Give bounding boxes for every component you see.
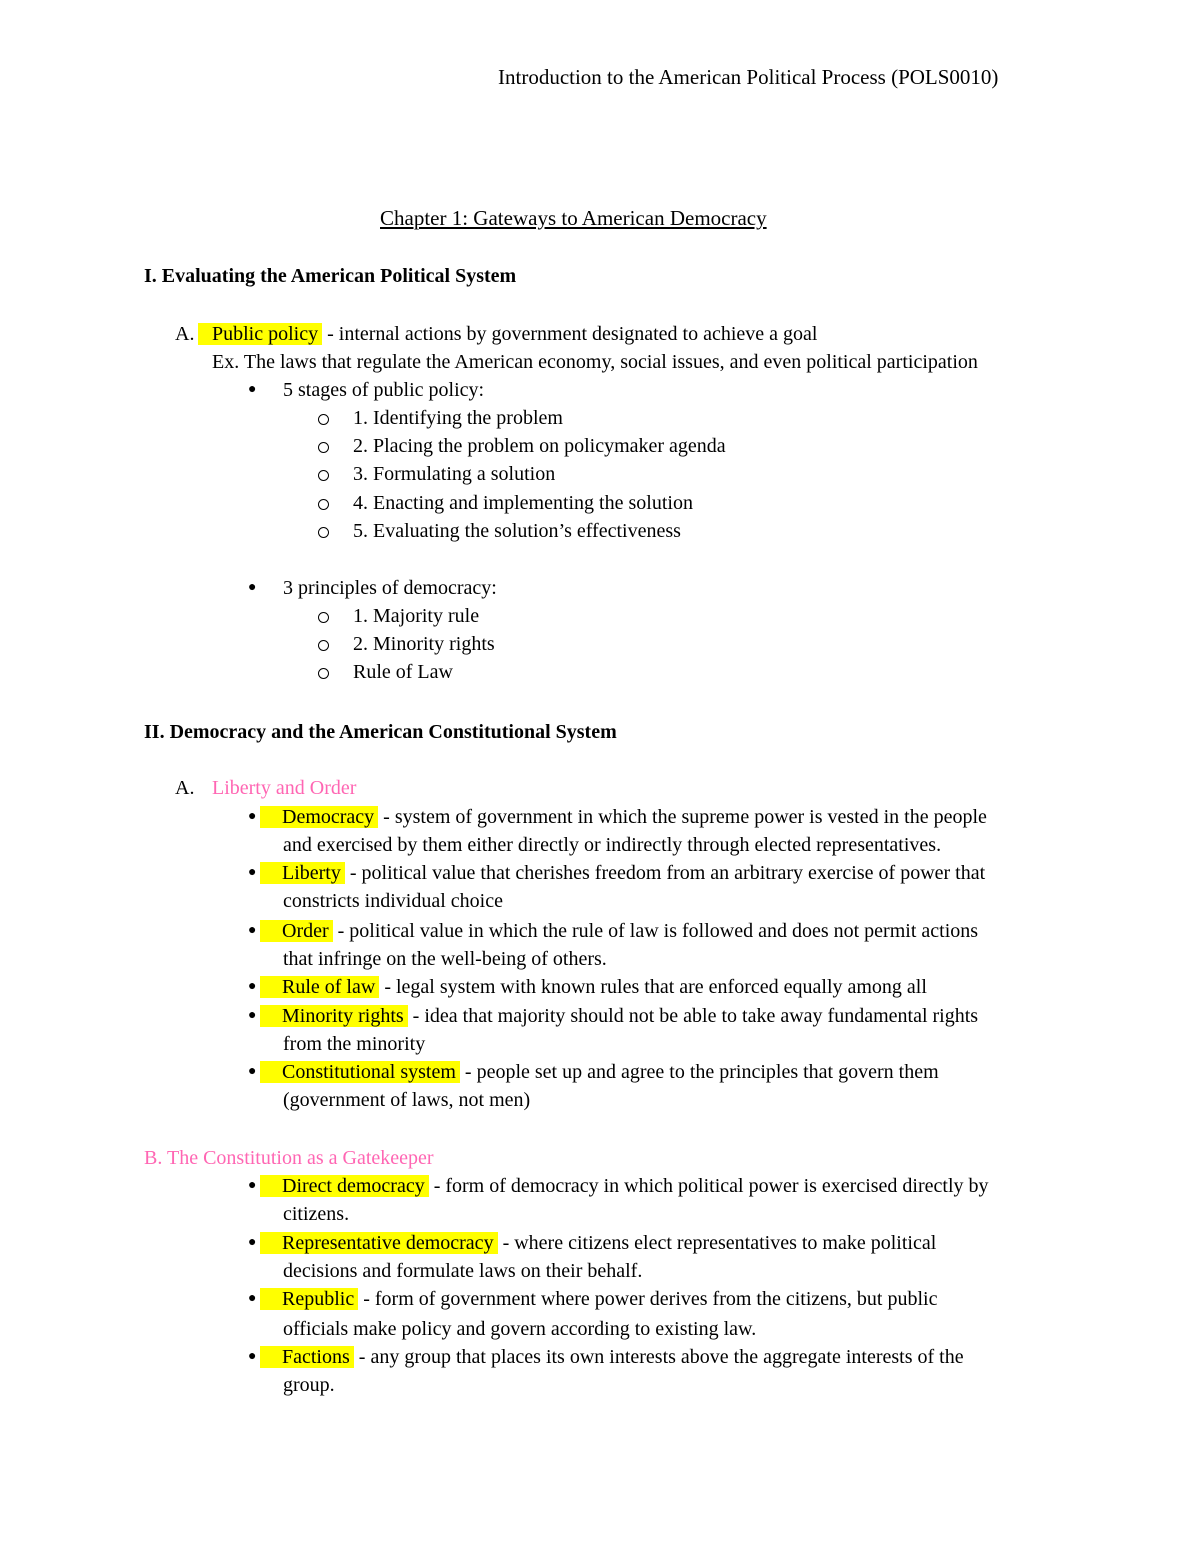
definition-continuation: from the minority <box>283 1033 426 1055</box>
term-definition: - political value in which the rule of law is followed and does not permit actions <box>332 920 979 942</box>
definition-line <box>260 1058 939 1086</box>
definition-line <box>260 1229 936 1257</box>
definition-line <box>260 859 985 887</box>
principles-title: 3 principles of democracy: <box>283 577 497 599</box>
circle-bullet-icon <box>318 499 329 510</box>
term-definition: - form of democracy in which political power is exercised directly by <box>428 1175 989 1197</box>
bullet-icon: ● <box>248 809 257 824</box>
circle-bullet-icon <box>318 527 329 538</box>
term-highlight: Order <box>260 920 333 942</box>
definition-continuation: (government of laws, not men) <box>283 1089 531 1111</box>
page-title: Chapter 1: Gateways to American Democracy <box>380 206 767 230</box>
definition-line <box>260 973 927 1001</box>
stage-item: 2. Placing the problem on policymaker agenda <box>353 435 726 457</box>
definition-continuation: constricts individual choice <box>283 890 503 912</box>
definition-line <box>260 1285 937 1313</box>
term-definition: - legal system with known rules that are enforced equally among all <box>379 976 927 998</box>
term-highlight: Minority rights <box>260 1005 408 1027</box>
definition-line <box>260 803 987 831</box>
definition-line <box>260 1002 978 1030</box>
term-definition: - any group that places its own interests above the aggregate interests of the <box>353 1346 964 1368</box>
def-public-policy: - internal actions by government designated to achieve a goal <box>322 323 818 345</box>
bullet-icon: ● <box>248 580 257 595</box>
term-highlight: Representative democracy <box>260 1232 498 1254</box>
bullet-icon: ● <box>248 865 257 880</box>
section-1-a-marker: A. <box>175 323 195 345</box>
section-2-heading: II. Democracy and the American Constitutional System <box>144 721 617 743</box>
page-header: Introduction to the American Political Process (POLS0010) <box>498 65 999 89</box>
definition-line <box>260 1172 989 1200</box>
definition-continuation: and exercised by them either directly or indirectly through elected representatives. <box>283 834 942 856</box>
bullet-icon: ● <box>248 1349 257 1364</box>
circle-bullet-icon <box>318 668 329 679</box>
term-highlight: Republic <box>260 1288 358 1310</box>
term-highlight: Direct democracy <box>260 1175 429 1197</box>
term-definition: - where citizens elect representatives to make political <box>497 1232 937 1254</box>
term-highlight: Constitutional system <box>260 1061 460 1083</box>
principle-item: Rule of Law <box>353 661 453 683</box>
definition-line <box>260 917 978 945</box>
term-highlight: Democracy <box>260 806 378 828</box>
definition-continuation: that infringe on the well-being of others. <box>283 948 607 970</box>
circle-bullet-icon <box>318 470 329 481</box>
stages-title: 5 stages of public policy: <box>283 379 485 401</box>
term-definition: - political value that cherishes freedom from an arbitrary exercise of power that <box>344 862 986 884</box>
bullet-icon: ● <box>248 1064 257 1079</box>
term-highlight: Rule of law <box>260 976 379 998</box>
stage-item: 5. Evaluating the solution’s effectiveness <box>353 520 681 542</box>
stage-item: 4. Enacting and implementing the solution <box>353 492 693 514</box>
bullet-icon: ● <box>248 1235 257 1250</box>
stage-item: 3. Formulating a solution <box>353 463 556 485</box>
bullet-icon: ● <box>248 979 257 994</box>
definition-line <box>260 1343 964 1371</box>
term-public-policy: Public policy <box>198 323 322 345</box>
term-definition: - form of government where power derives from the citizens, but public <box>358 1288 938 1310</box>
section-2-b-title: B. The Constitution as a Gatekeeper <box>144 1147 434 1169</box>
circle-bullet-icon <box>318 414 329 425</box>
section-2-a-marker: A. <box>175 777 195 799</box>
bullet-icon: ● <box>248 1008 257 1023</box>
stage-item: 1. Identifying the problem <box>353 407 563 429</box>
bullet-icon: ● <box>248 923 257 938</box>
term-definition: - people set up and agree to the principles that govern them <box>459 1061 939 1083</box>
example-line: Ex. The laws that regulate the American economy, social issues, and even political participation <box>212 351 978 373</box>
circle-bullet-icon <box>318 612 329 623</box>
principle-item: 2. Minority rights <box>353 633 495 655</box>
term-highlight: Factions <box>260 1346 354 1368</box>
definition-continuation: group. <box>283 1374 335 1396</box>
circle-bullet-icon <box>318 640 329 651</box>
section-1-a-line <box>198 320 818 348</box>
definition-continuation: citizens. <box>283 1203 350 1225</box>
term-highlight: Liberty <box>260 862 345 884</box>
bullet-icon: ● <box>248 1291 257 1306</box>
bullet-icon: ● <box>248 1178 257 1193</box>
section-2-a-title: Liberty and Order <box>212 777 357 799</box>
term-definition: - system of government in which the supreme power is vested in the people <box>378 806 987 828</box>
bullet-icon: ● <box>248 382 257 397</box>
definition-continuation: officials make policy and govern according to existing law. <box>283 1318 757 1340</box>
term-definition: - idea that majority should not be able to take away fundamental rights <box>407 1005 979 1027</box>
definition-continuation: decisions and formulate laws on their behalf. <box>283 1260 643 1282</box>
principle-item: 1. Majority rule <box>353 605 480 627</box>
circle-bullet-icon <box>318 442 329 453</box>
section-1-heading: I. Evaluating the American Political System <box>144 265 517 287</box>
